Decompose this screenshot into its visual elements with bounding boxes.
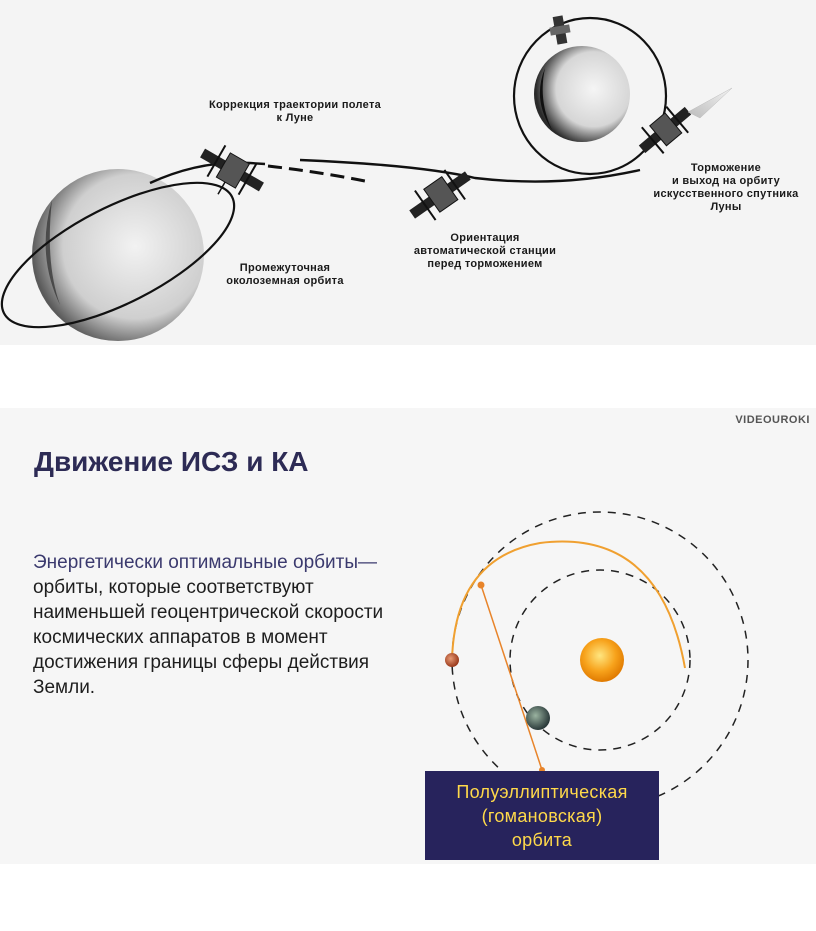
definition-term: Энергетически оптимальные орбиты— <box>33 552 377 573</box>
definition-text <box>33 550 423 700</box>
earth-planet <box>526 706 550 730</box>
earth-globe <box>32 169 204 341</box>
engine-exhaust <box>688 88 732 118</box>
moon-globe <box>534 46 630 142</box>
lesson-slide <box>0 408 816 864</box>
flight-trajectory-approach <box>300 160 640 182</box>
caption-pointer-line <box>481 585 542 770</box>
slide-title: Движение ИСЗ и КА <box>34 446 309 477</box>
label-station-orientation: Ориентация автоматической станции перед торможением <box>413 232 557 270</box>
sun <box>580 638 624 682</box>
brand-logo: VIDEOUROKI <box>735 414 810 426</box>
lunar-satellite <box>548 14 573 45</box>
lunar-flight-diagram <box>0 0 816 345</box>
mars-planet <box>445 653 459 667</box>
label-intermediate-orbit: Промежуточная околоземная орбита <box>226 262 344 287</box>
orbit-caption-box <box>425 771 659 860</box>
spacer <box>0 345 816 408</box>
definition-description: орбиты, которые соответствуют наименьшей геоцентрической скорости космических аппаратов в момент достижения границы сферы действия Земли. <box>33 577 384 698</box>
pointer-end-dot <box>478 582 485 589</box>
label-trajectory-correction: Коррекция траектории полета к Луне <box>208 99 382 124</box>
orbit-caption-text: Полуэллиптическая (гомановская) орбита <box>456 781 628 850</box>
spacecraft-correction <box>189 137 271 211</box>
spacer-bottom <box>0 864 816 931</box>
flight-trajectory-dashed <box>268 166 370 182</box>
label-braking-lunar-orbit: Торможение и выход на орбиту искусственного спутника Луны <box>653 162 799 213</box>
